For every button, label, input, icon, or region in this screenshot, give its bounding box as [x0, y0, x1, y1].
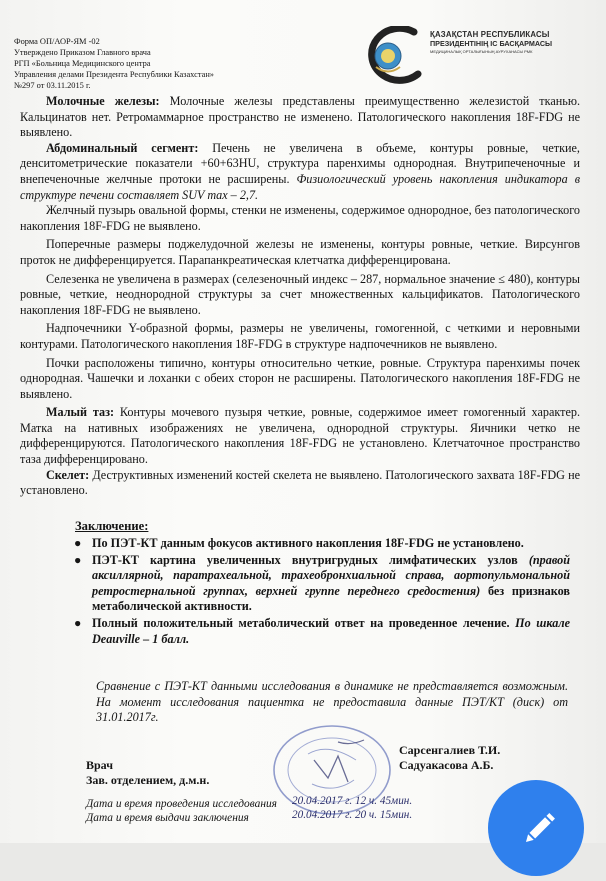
bullet-icon: ●	[74, 536, 82, 550]
conclusion-item	[70, 536, 570, 552]
approval-line: Утверждено Приказом Главного врача	[14, 48, 151, 57]
conclusion-title: Заключение:	[75, 519, 149, 533]
conclusion-item	[70, 616, 570, 647]
administration-name: Управления делами Президента Республики Казахстан»	[14, 70, 214, 79]
conclusion-item-1: По ПЭТ-КТ данным фокусов активного накопления 18F-FDG не установлено.	[92, 536, 524, 550]
signatory-names	[399, 743, 500, 773]
conclusion-item	[70, 553, 570, 615]
kidneys-text: Почки расположены типично, контуры относительно четкие, ровные. Структура паренхимы почек однородная. Чашечки и лоханки с обеих сторон не расширены. Патологического накопления 18F-FDG не выявлено.	[20, 355, 580, 401]
breast-title: Молочные железы:	[46, 94, 160, 108]
date-labels	[86, 798, 277, 825]
hospital-logo-icon	[356, 26, 428, 86]
skeleton-text: Деструктивных изменений костей скелета не выявлено. Патологического захвата 18F-FDG не установлено.	[20, 467, 580, 498]
skeleton-section	[20, 468, 580, 499]
liver-suv-note: Физиологический уровень накопления индикатора в структуре печени составляет SUV max – 2,7.	[20, 171, 580, 202]
breast-section	[20, 94, 580, 141]
adrenals-text: Надпочечники Y-образной формы, размеры не увеличены, гомогенной, с четкими и неровными контурами. Патологического накопления 18F-FDG в структуре надпочечников не выявлено.	[20, 321, 580, 351]
study-date-label: Дата и время проведения исследования	[86, 798, 277, 810]
hospital-name: РГП «Больница Медицинского центра	[14, 59, 151, 68]
doctor-label: Врач	[86, 758, 113, 772]
head-label: Зав. отделением, д.м.н.	[86, 773, 210, 787]
conclusion-item-3-score: По шкале Deauville – 1 балл.	[92, 615, 570, 646]
doctor-name: Сарсенгалиев Т.И.	[399, 743, 501, 757]
gallbladder-text: Желчный пузырь овальной формы, стенки не изменены, содержимое однородное, без патологического накопления 18F-FDG не выявлено.	[20, 203, 580, 233]
bullet-icon: ●	[74, 552, 82, 567]
form-header	[14, 36, 214, 91]
logo-line-1: ҚАЗАҚСТАН РЕСПУБЛИКАСЫ	[430, 30, 550, 39]
form-code: Форма ОП/АОР-ЯМ -02	[14, 37, 100, 46]
edit-pencil-icon	[488, 780, 584, 876]
pelvis-text: Контуры мочевого пузыря четкие, ровные, содержимое имеет гомогенный характер. Матка на нативных изображениях не увеличена, однородной структуры. Яичники четко не дифференцируются. Патологического накопления 18F-FDG не установлено. Клетчаточное пространство таза дифференцировано.	[20, 405, 581, 467]
bullet-icon: ●	[74, 615, 82, 630]
signatory-labels	[86, 758, 209, 788]
pelvis-section	[20, 405, 580, 467]
findings-body	[20, 94, 580, 499]
logo-caption	[430, 30, 606, 54]
logo-line-3: МЕДИЦИНАЛЫҚ ОРТАЛЫҒЫНЫҢ АУРУХАНАСЫ РМК	[430, 49, 533, 54]
pancreas-text: Поперечные размеры поджелудочной железы не изменены, контуры ровные, четкие. Вирсунгов проток не дифференцируется. Парапанкреатическая клетчатка дифференцирована.	[20, 237, 580, 267]
conclusion-item-3-lead: Полный положительный метаболический ответ на проведенное лечение.	[92, 615, 510, 630]
order-number: №297 от 03.11.2015 г.	[14, 81, 91, 90]
conclusion-list	[70, 536, 570, 648]
pelvis-title: Малый таз:	[46, 405, 115, 420]
conclusion-item-2-end: без признаков метаболической активности.	[92, 583, 571, 614]
abdominal-title: Абдоминальный сегмент:	[46, 140, 199, 155]
comparison-note: Сравнение с ПЭТ-КТ данными исследования в динамике не представляется возможным. На момент исследования пациентка не предоставила данные ПЭТ/КТ (диск) от 31.01.2017г.	[96, 679, 568, 725]
study-date-value: 20.04.2017 г. 12 ч. 45мин.	[292, 795, 413, 807]
spleen-text: Селезенка не увеличена в размерах (селезеночный индекс – 287, нормальное значение ≤ 480), контуры ровные, четкие, неоднородной структуры за счет множественных кальцификатов. Патологического накопления 18F-FDG не выявлено.	[20, 271, 580, 317]
issue-date-label: Дата и время выдачи заключения	[86, 811, 249, 824]
head-name: Садуакасова А.Б.	[399, 758, 494, 772]
liver-text: Печень не увеличена в объеме, контуры ровные, четкие, денситометрические показатели +60+63HU, структура паренхимы однородная. Внутрипеченочные и внепеченочные желчные протоки не расширены.	[20, 140, 580, 186]
liver-section	[20, 141, 580, 203]
breast-text: Молочные железы представлены преимущественно железистой тканью. Кальцинатов нет. Ретромаммарное пространство не изменено. Патологического накопления 18F-FDG не выявлено.	[20, 94, 580, 140]
edit-fab-button[interactable]	[488, 780, 584, 876]
conclusion-item-2-lead: ПЭТ-КТ картина увеличенных внутригрудных лимфатических узлов	[92, 552, 518, 567]
date-values	[292, 795, 412, 822]
logo-line-2: ПРЕЗИДЕНТІНІҢ ІС БАСҚАРМАСЫ	[430, 39, 553, 48]
conclusion-item-2-groups: (правой аксиллярной, паратрахеальной, трахеобронхиальной справа, аортопульмональной ретростернальной группах, верхней группе переднего средостения)	[92, 552, 571, 598]
issue-date-value: 20.04.2017 г. 20 ч. 15мин.	[292, 808, 413, 821]
skeleton-title: Скелет:	[46, 467, 90, 482]
